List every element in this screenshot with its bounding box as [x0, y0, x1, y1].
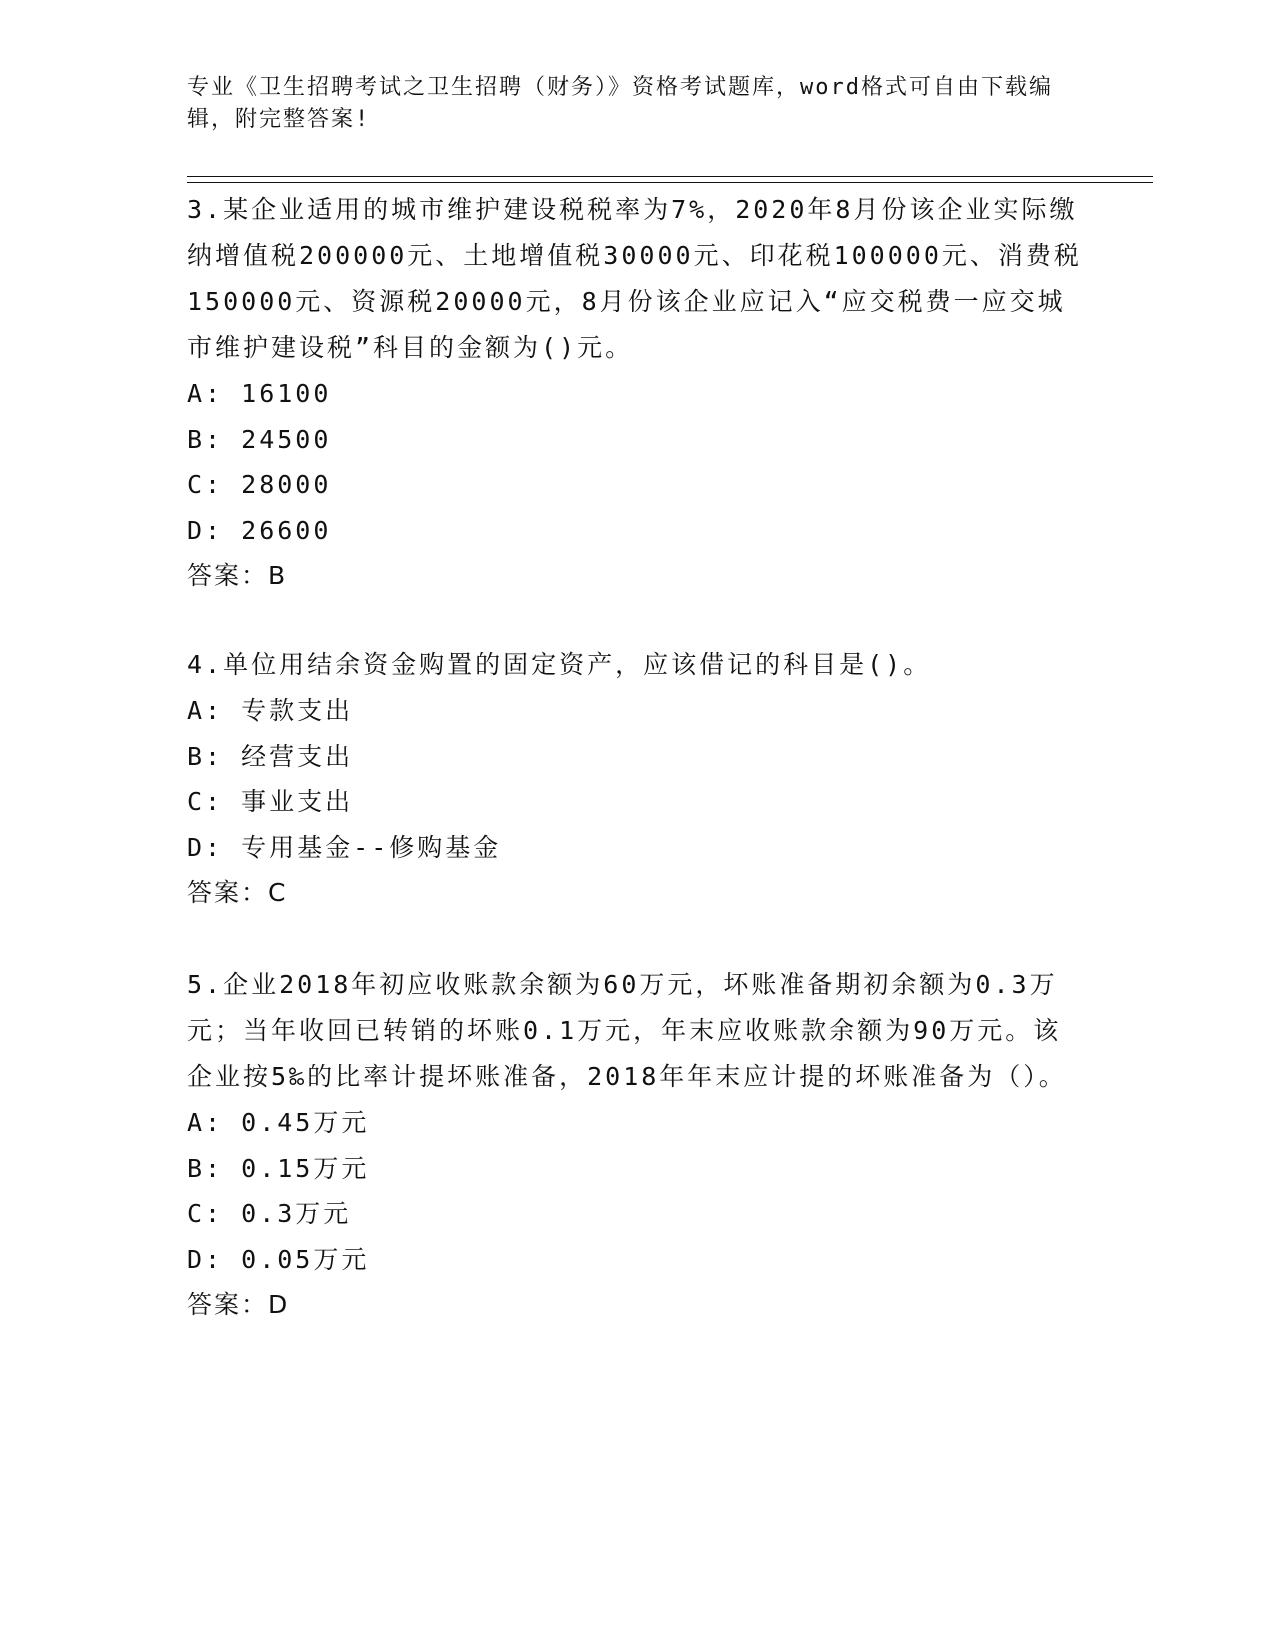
option-b: B: 24500: [187, 424, 332, 454]
option-c: C: 28000: [187, 470, 332, 499]
question-stem: 5.企业2018年初应收账款余额为60万元，坏账准备期初余额为0.3万元；当年收回已转销的坏账0.1万元，年末应收账款余额为90万元。该企业按5‰的比率计提坏账准备，2018年年末应计提的坏账准备为（）。: [187, 970, 1067, 1091]
option-a: A: 0.45万元: [187, 1108, 370, 1137]
question-5: [187, 962, 1087, 1328]
header-divider-top: [187, 176, 1153, 177]
answer: 答案：C: [187, 878, 288, 907]
answer: 答案：D: [187, 1290, 290, 1319]
option-d: D: 26600: [187, 515, 332, 545]
header-divider-bottom: [187, 182, 1153, 183]
option-a: A: 16100: [187, 379, 332, 408]
question-stem: 4.单位用结余资金购置的固定资产，应该借记的科目是()。: [187, 650, 932, 679]
option-d: D: 0.05万元: [187, 1244, 370, 1274]
option-d: D: 专用基金--修购基金: [187, 832, 502, 862]
option-b: B: 经营支出: [187, 741, 354, 771]
question-4: [187, 642, 1087, 916]
question-stem: 3.某企业适用的城市维护建设税税率为7%，2020年8月份该企业实际缴纳增值税200000元、土地增值税30000元、印花税100000元、消费税150000元、资源税20000元，8月份该企业应记入“应交税费一应交城市维护建设税”科目的金额为()元。: [187, 195, 1082, 362]
answer: 答案：B: [187, 561, 288, 590]
option-a: A: 专款支出: [187, 696, 354, 725]
option-b: B: 0.15万元: [187, 1153, 370, 1183]
document-header: 专业《卫生招聘考试之卫生招聘（财务）》资格考试题库，word格式可自由下载编辑，附完整答案!: [187, 75, 1053, 132]
question-3: [187, 187, 1087, 599]
option-c: C: 事业支出: [187, 787, 354, 816]
option-c: C: 0.3万元: [187, 1199, 352, 1228]
